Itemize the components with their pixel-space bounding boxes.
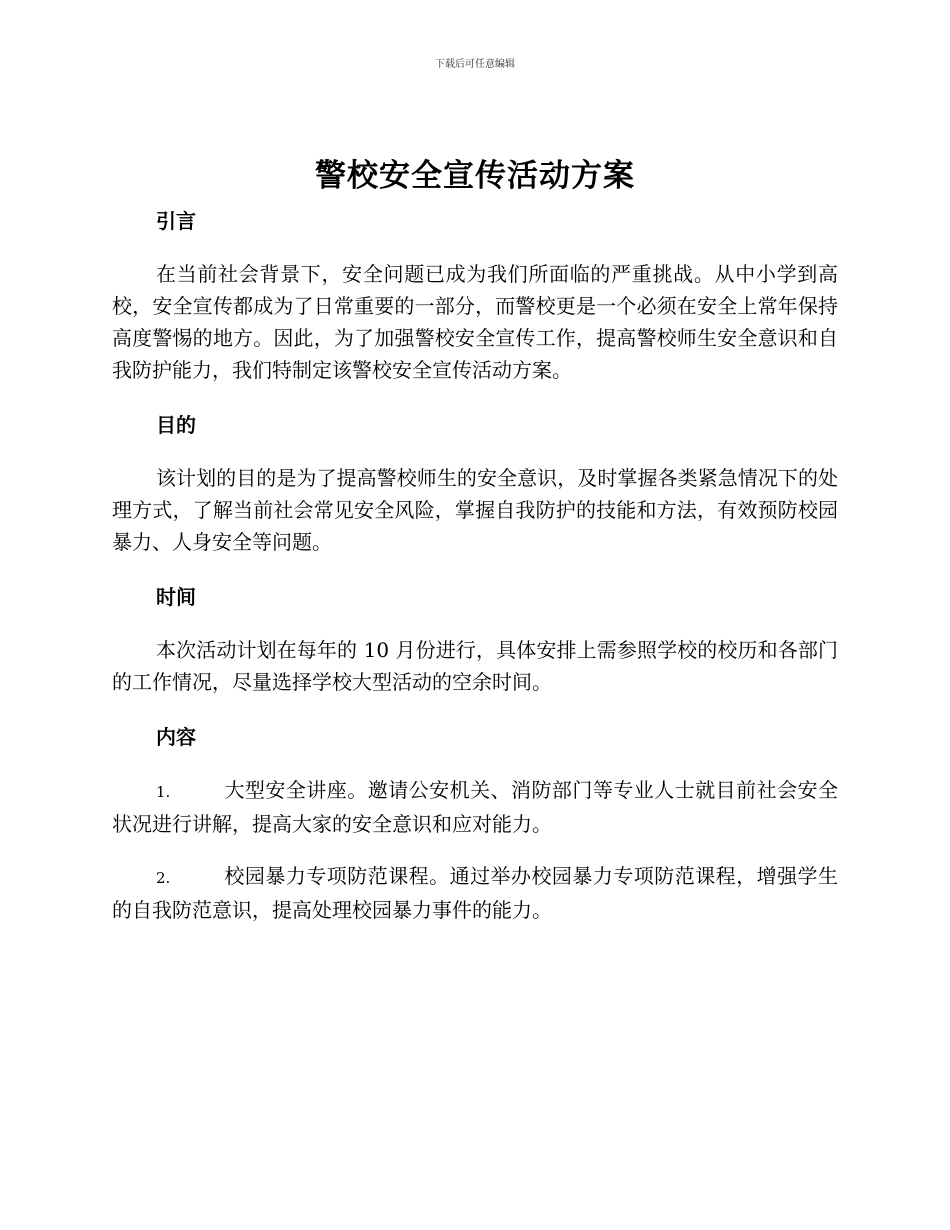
list-item-number: 1. xyxy=(156,783,171,801)
list-item xyxy=(112,774,838,840)
section-heading-introduction: 引言 xyxy=(156,209,196,233)
section-heading-purpose: 目的 xyxy=(156,413,196,437)
list-item-text: 校园暴力专项防范课程。通过举办校园暴力专项防范课程，增强学生的自我防范意识，提高处理校园暴力事件的能力。 xyxy=(112,864,838,922)
section-paragraph-time: 本次活动计划在每年的 10 月份进行，具体安排上需参照学校的校历和各部门的工作情况，尽量选择学校大型活动的空余时间。 xyxy=(112,638,838,694)
section-paragraph-introduction: 在当前社会背景下，安全问题已成为我们所面临的严重挑战。从中小学到高校，安全宣传都成为了日常重要的一部分，而警校更是一个必须在安全上常年保持高度警惕的地方。因此，为了加强警校安全宣传工作，提高警校师生安全意识和自我防护能力，我们特制定该警校安全宣传活动方案。 xyxy=(112,262,838,382)
section-heading-time: 时间 xyxy=(156,585,196,609)
header-note: 下载后可任意编辑 xyxy=(435,59,515,70)
document-body xyxy=(112,206,838,926)
list-item xyxy=(112,860,838,926)
section-paragraph-purpose: 该计划的目的是为了提高警校师生的安全意识，及时掌握各类紧急情况下的处理方式，了解当前社会常见安全风险，掌握自我防护的技能和方法，有效预防校园暴力、人身安全等问题。 xyxy=(112,466,838,554)
section-heading-content: 内容 xyxy=(156,725,196,749)
document-title: 警校安全宣传活动方案 xyxy=(315,158,635,194)
list-item-text: 大型安全讲座。邀请公安机关、消防部门等专业人士就目前社会安全状况进行讲解，提高大家的安全意识和应对能力。 xyxy=(112,778,838,836)
list-item-number: 2. xyxy=(156,869,171,887)
